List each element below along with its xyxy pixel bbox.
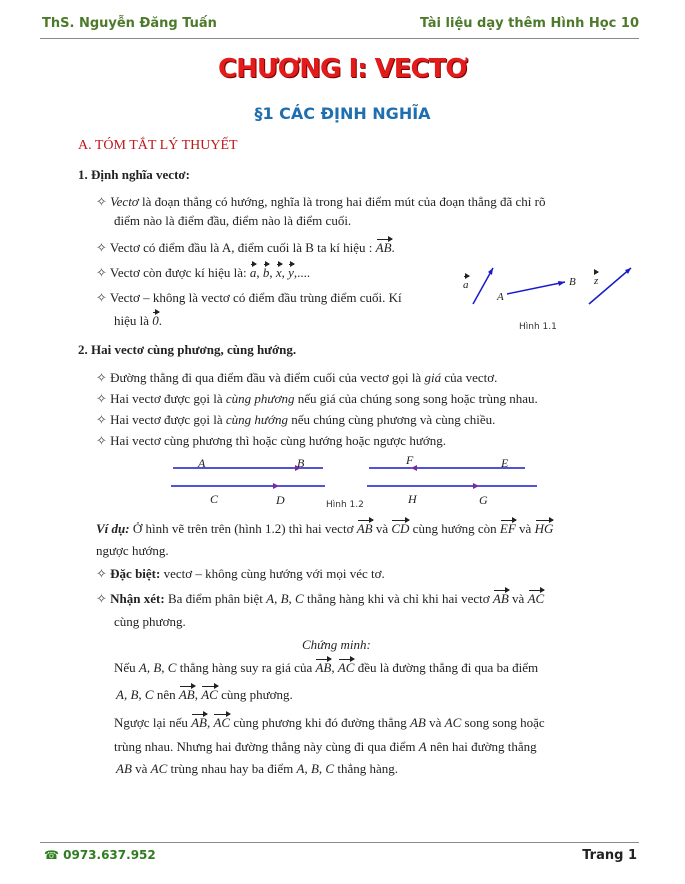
- def2-b1-pre: Đường thẳng đi qua điểm đầu và điểm cuối của vectơ gọi là: [110, 370, 425, 385]
- def2-b2-post: nếu giá của chúng song song hoặc trùng nhau.: [294, 391, 538, 406]
- p2-points: A, B, C: [116, 687, 154, 702]
- example-mid: cùng hướng còn: [409, 521, 500, 536]
- remark-line-1: [96, 590, 544, 608]
- header-divider: [40, 38, 639, 39]
- footer-phone: ☎ 0973.637.952: [44, 848, 156, 862]
- vector-zero: 0: [152, 313, 159, 328]
- def2-b4-text: Hai vectơ cùng phương thì hoặc cùng hướng hoặc ngược hướng.: [110, 433, 446, 448]
- diamond-bullet-icon: ✧: [96, 290, 110, 305]
- header-author: ThS. Nguyễn Đăng Tuấn: [42, 16, 217, 31]
- header-doc-title: Tài liệu dạy thêm Hình Học 10: [419, 16, 639, 31]
- diamond-bullet-icon: ✧: [96, 391, 111, 406]
- remark-text-2: thẳng hàng khi và chỉ khi hai vectơ: [303, 591, 493, 606]
- term-vecto: Vectơ: [110, 194, 139, 209]
- fig2-label-G: G: [479, 493, 488, 507]
- diamond-bullet-icon: ✧: [96, 591, 111, 606]
- fig1-label-B: B: [569, 276, 576, 288]
- def2-heading: 2. Hai vectơ cùng phương, cùng hướng.: [78, 342, 297, 357]
- p1-comma: ,: [331, 660, 338, 675]
- fig2-label-H: H: [408, 492, 417, 506]
- proof-line-5: [116, 760, 398, 778]
- def1-b4-text: Vectơ – không là vectơ có điểm đầu trùng điểm cuối. Kí: [109, 290, 402, 305]
- p2-comma: ,: [194, 687, 202, 702]
- remark-and: và: [508, 591, 528, 606]
- def2-b3-pre: Hai vectơ được gọi là: [110, 412, 226, 427]
- diamond-bullet-icon: ✧: [96, 433, 111, 448]
- def1-heading: 1. Định nghĩa vectơ:: [78, 167, 190, 182]
- proof-line-1: [114, 659, 538, 677]
- fig2-label-C: C: [210, 492, 219, 506]
- p3-line-ab: AB: [409, 715, 426, 730]
- p5-c: thẳng hàng.: [334, 761, 399, 776]
- p5-b: trùng nhau hay ba điểm: [167, 761, 297, 776]
- part-a-heading: A. TÓM TẮT LÝ THUYẾT: [78, 138, 238, 153]
- vector-ac-remark: AC: [527, 591, 545, 606]
- fig1-label-a: [463, 276, 469, 294]
- def2-bullet-2: [96, 390, 538, 408]
- vector-ab-remark: AB: [492, 591, 509, 606]
- def2-b2-pre: Hai vectơ được gọi là: [110, 391, 226, 406]
- vector-ac-p3: AC: [213, 715, 231, 730]
- vector-y: y: [288, 265, 294, 280]
- fig1-vec-a: a: [463, 276, 469, 294]
- proof-title: Chứng minh:: [302, 637, 371, 652]
- p3-a: Ngược lại nếu: [114, 715, 192, 730]
- def1-b2-text: Vectơ có điểm đầu là A, điểm cuối là B ta kí hiệu :: [109, 240, 376, 255]
- example-label: Ví dụ:: [96, 521, 130, 536]
- p4-point: A: [418, 739, 427, 754]
- p3-d: song song hoặc: [461, 715, 545, 730]
- p3-b: cùng phương khi đó đường thẳng: [230, 715, 410, 730]
- chapter-title: CHƯƠNG I: VECTƠ: [218, 54, 467, 84]
- p1-a: Nếu: [114, 660, 139, 675]
- def1-bullet-2: ✧ Vectơ có điểm đầu là A, điểm cuối là B ta kí hiệu : AB.: [96, 240, 395, 255]
- def1-bullet-4: [96, 289, 402, 307]
- remark-label: Nhận xét:: [110, 591, 165, 606]
- def2-bullet-4: [96, 432, 446, 450]
- proof-line-3: [114, 714, 545, 732]
- vector-ef-example: EF: [499, 521, 516, 536]
- fig2-label-F: F: [406, 453, 414, 467]
- vector-ab-p2: AB: [178, 687, 195, 702]
- vector-x: x: [275, 265, 282, 280]
- p5-line-ac: AC: [150, 761, 168, 776]
- remark-points: A, B, C: [266, 591, 304, 606]
- def1-b3-tail: ,....: [293, 265, 311, 280]
- def1-bullet-4-line2: hiệu là 0.: [114, 313, 163, 328]
- def1-bullet-3: ✧ Vectơ còn được kí hiệu là: a, b, x, y,....: [96, 265, 311, 280]
- fig2-label-D: D: [276, 493, 285, 507]
- def2-b1-post: của vectơ.: [441, 370, 498, 385]
- term-cung-huong: cùng hướng: [225, 412, 288, 427]
- remark-line-2: cùng phương.: [114, 614, 186, 629]
- vector-ab-p3: AB: [191, 715, 207, 730]
- vector-AB-line: [507, 282, 565, 294]
- example-line-1: [96, 520, 553, 538]
- special-note: [96, 565, 385, 583]
- vector-ac-p1: AC: [337, 660, 355, 675]
- def2-b3-post: nếu chúng cùng phương và cùng chiều.: [287, 412, 496, 427]
- section-title: §1 CÁC ĐỊNH NGHĨA: [254, 104, 431, 123]
- p2-b: cùng phương.: [217, 687, 293, 702]
- remark-text: Ba điểm phân biệt: [164, 591, 267, 606]
- example-line-2: ngược hướng.: [96, 543, 169, 558]
- vector-cd-example: CD: [391, 521, 410, 536]
- diamond-bullet-icon: ✧: [96, 265, 110, 280]
- p1-points: A, B, C: [138, 660, 177, 675]
- def1-bullet-1-line2: điểm nào là điểm đầu, điểm nào là điểm cuối.: [114, 213, 352, 228]
- arrow-HG: [473, 483, 479, 489]
- p5-a: và: [131, 761, 151, 776]
- fig2-label-B: B: [297, 456, 305, 470]
- fig1-label-A: A: [497, 291, 504, 303]
- example-text: Ở hình vẽ trên trên (hình 1.2) thì hai vectơ: [129, 521, 357, 536]
- arrow-CD: [273, 483, 279, 489]
- figure-1-2-caption: Hình 1.2: [326, 500, 364, 510]
- p3-line-ac: AC: [444, 715, 462, 730]
- vector-ac-p2: AC: [201, 687, 218, 702]
- fig2-label-A: A: [198, 456, 206, 470]
- special-text: vectơ – không cùng hướng với mọi véc tơ.: [160, 566, 385, 581]
- example-and: và: [372, 521, 392, 536]
- example-and-2: và: [515, 521, 535, 536]
- footer-divider: [40, 842, 639, 843]
- vector-a: a: [249, 265, 257, 280]
- diamond-bullet-icon: ✧: [96, 370, 111, 385]
- def1-b4-line2-text: hiệu là: [114, 313, 153, 328]
- term-gia: giá: [424, 370, 442, 385]
- p1-b: thẳng hàng suy ra giá của: [176, 660, 316, 675]
- fig1-vec-z: z: [594, 272, 598, 290]
- p5-line-ab: AB: [116, 761, 132, 776]
- p5-points: A, B, C: [296, 761, 335, 776]
- diamond-bullet-icon: ✧: [96, 240, 110, 255]
- p1-c: đều là đường thẳng đi qua ba điểm: [354, 660, 539, 675]
- fig1-label-z: [594, 272, 598, 290]
- def1-b3-text: Vectơ còn được kí hiệu là:: [109, 265, 250, 280]
- vector-ab-p1: AB: [315, 660, 332, 675]
- fig2-label-E: E: [501, 456, 509, 470]
- term-cung-phuong: cùng phương: [225, 391, 295, 406]
- def2-bullet-3: [96, 411, 495, 429]
- p4-a: trùng nhau. Nhưng hai đường thẳng này cùng đi qua điểm: [114, 739, 419, 754]
- vector-hg-example: HG: [534, 521, 554, 536]
- vector-ab: AB: [375, 240, 392, 255]
- proof-line-4: [114, 738, 537, 756]
- proof-line-2: [116, 686, 293, 704]
- def2-bullet-1: [96, 369, 497, 387]
- p2-a: nên: [153, 687, 179, 702]
- def1-b1-text: là đoạn thẳng có hướng, nghĩa là trong hai điểm mút của đoạn thẳng đã chỉ rõ: [138, 194, 546, 209]
- special-label: Đặc biệt:: [110, 566, 161, 581]
- page-number: Trang 1: [582, 848, 637, 863]
- def1-bullet-1: [96, 193, 545, 211]
- diamond-bullet-icon: ✧: [96, 566, 111, 581]
- p3-comma: ,: [206, 715, 214, 730]
- figure-1-1-caption: Hình 1.1: [519, 322, 557, 332]
- p4-b: nên hai đường thẳng: [426, 739, 537, 754]
- p3-c: và: [425, 715, 445, 730]
- diamond-bullet-icon: ✧: [96, 194, 111, 209]
- diamond-bullet-icon: ✧: [96, 412, 111, 427]
- vector-b: b: [262, 265, 270, 280]
- figure-1-2: [165, 460, 545, 500]
- vector-ab-example: AB: [356, 521, 373, 536]
